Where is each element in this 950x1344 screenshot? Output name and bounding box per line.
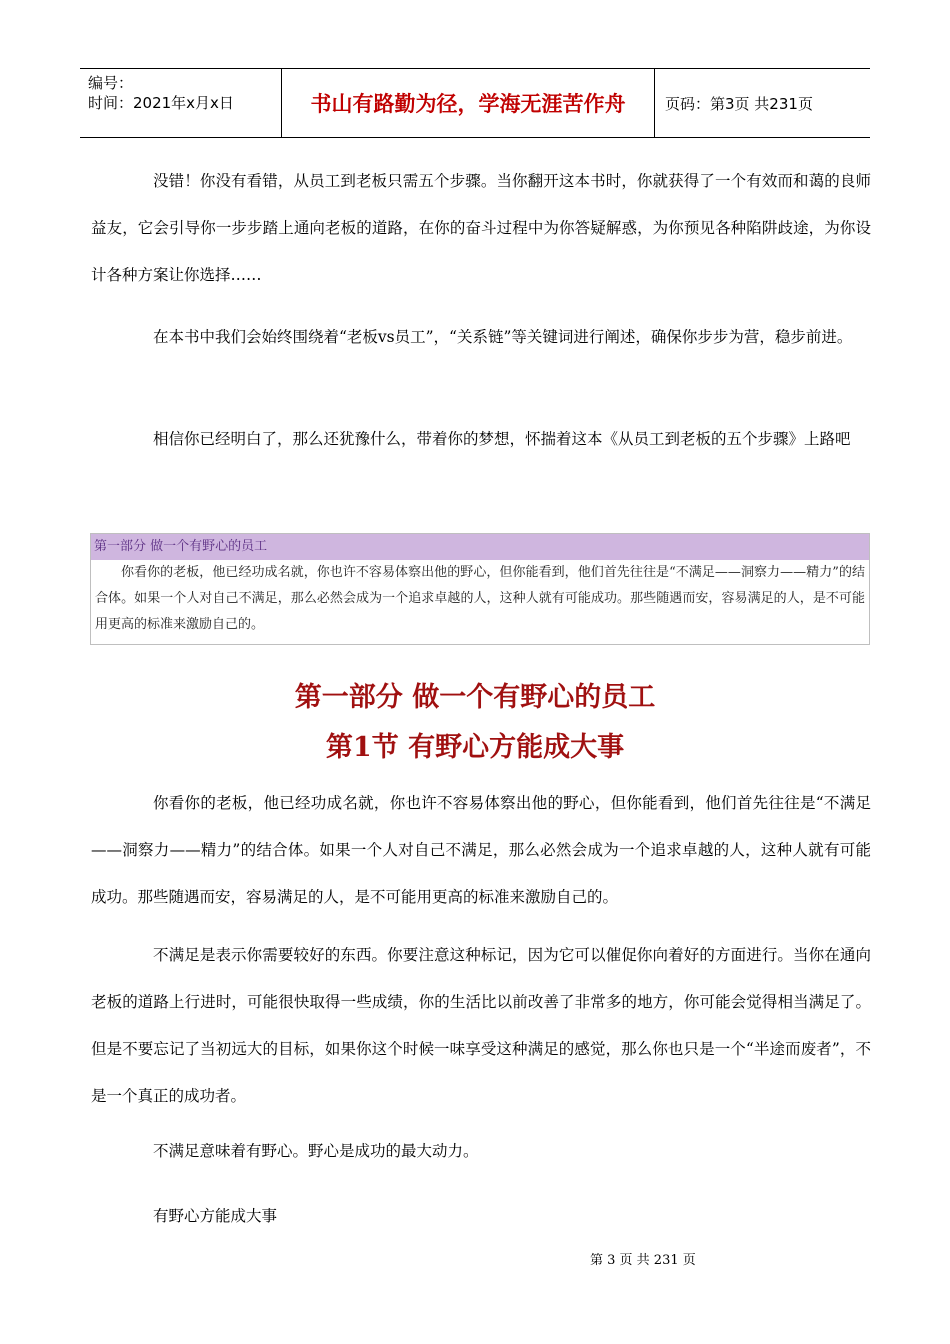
body-paragraph-2: 不满足是表示你需要较好的东西。你要注意这种标记，因为它可以催促你向着好的方面进行。当你在通向老板的道路上行进时，可能很快取得一些成绩，你的生活比以前改善了非常多的地方，你可能会觉得相当满足了。但是不要忘记了当初远大的目标，如果你这个时候一味享受这种满足的感觉，那么你也只是一个“半途而废者”，不是一个真正的成功者。 (91, 946, 871, 1105)
intro-paragraph-1: 没错！你没有看错，从员工到老板只需五个步骤。当你翻开这本书时，你就获得了一个有效而和蔼的良师益友，它会引导你一步步踏上通向老板的道路，在你的奋斗过程中为你答疑解惑，为你预见各种陷阱歧途，为你设计各种方案让你选择…… (91, 172, 871, 284)
summary-box (90, 533, 870, 645)
page-header (80, 68, 870, 138)
intro-paragraph-3: 相信你已经明白了，那么还犹豫什么，带着你的梦想，怀揣着这本《从员工到老板的五个步骤》上路吧 (153, 430, 851, 448)
header-meta (80, 69, 282, 137)
body-paragraph-4: 有野心方能成大事 (153, 1207, 278, 1225)
document-number-label: 编号： (88, 74, 134, 92)
body-paragraph-3: 不满足意味着有野心。野心是成功的最大动力。 (153, 1142, 479, 1160)
summary-box-title: 第一部分 做一个有野心的员工 (91, 534, 869, 560)
body-paragraph-1: 你看你的老板，他已经功成名就，你也许不容易体察出他的野心，但你能看到，他们首先往往是“不满足——洞察力——精力”的结合体。如果一个人对自己不满足，那么必然会成为一个追求卓越的人，这种人就有可能成功。那些随遇而安，容易满足的人，是不可能用更高的标准来激励自己的。 (91, 794, 871, 906)
intro-paragraph-2: 在本书中我们会始终围绕着“老板vs员工”，“关系链”等关键词进行阐述，确保你步步为营，稳步前进。 (153, 328, 853, 346)
header-page-number: 页码：第3页 共231页 (665, 94, 813, 113)
page-footer: 第 3 页 共 231 页 (590, 1253, 696, 1268)
section-heading: 第1节 有野心方能成大事 (325, 732, 625, 763)
document-date-label: 时间：2021年x月x日 (88, 94, 234, 112)
summary-box-body: 你看你的老板，他已经功成名就，你也许不容易体察出他的野心，但你能看到，他们首先往往是“不满足——洞察力——精力”的结合体。如果一个人对自己不满足，那么必然会成为一个追求卓越的人，这种人就有可能成功。那些随遇而安，容易满足的人，是不可能用更高的标准来激励自己的。 (95, 565, 865, 632)
header-motto: 书山有路勤为径，学海无涯苦作舟 (282, 69, 655, 137)
part-heading: 第一部分 做一个有野心的员工 (294, 682, 656, 713)
